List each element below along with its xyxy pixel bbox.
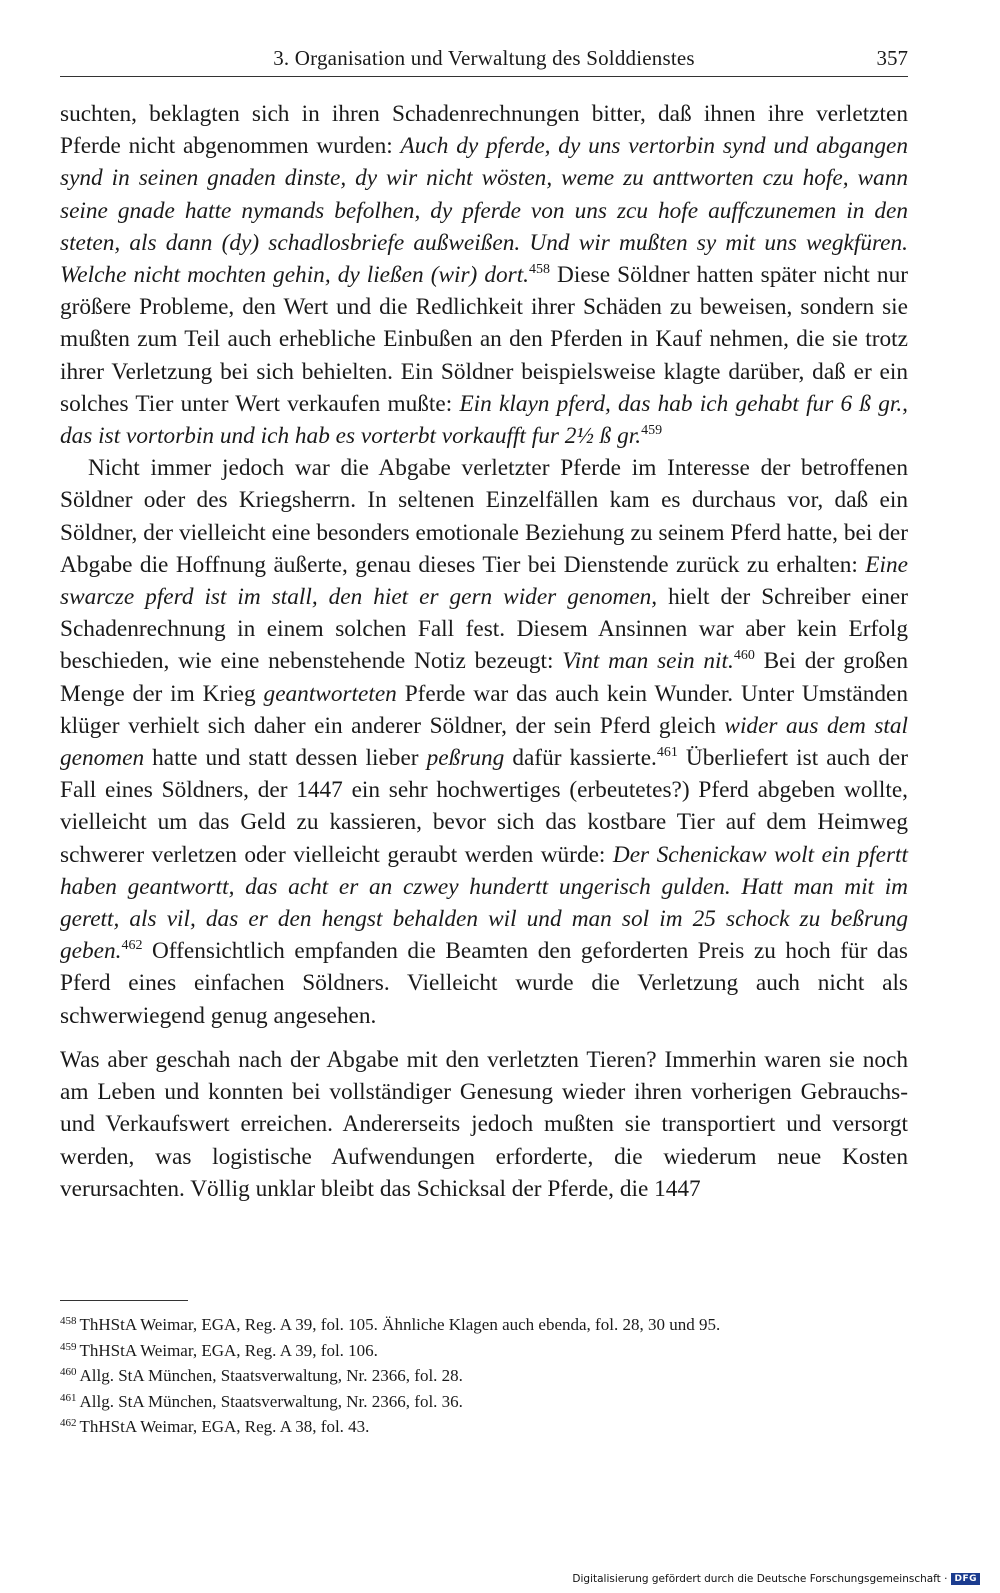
text-run: Diese Söldner hatten später nicht nur größere Probleme, den Wert und die Redlichkeit ihrer Schäden zu beweisen, sondern sie mußten zum Teil auch erhebliche Einbußen an den Pferden in Kauf nehmen, die sie trotz ihrer Verletzung bei sich behielten. Ein Söldner beispielsweise klagte darüber, daß er ein solches Tier unter Wert verkaufen mußte: <box>60 262 908 417</box>
quoted-term: geantworteten <box>263 680 397 707</box>
text-run: Nicht immer jedoch war die Abgabe verletzter Pferde im Interesse der betroffenen Söldner oder des Kriegsherrn. In seltenen Einzelfällen kam es durchaus vor, daß ein Söldner, der vielleicht eine besonders emotionale Beziehung zu seinem Pferd hatte, bei der Abgabe die Hoffnung äußerte, genau dieses Tier bei Dienstende zurück zu erhalten: <box>60 455 908 578</box>
footnote-462 <box>60 1414 908 1440</box>
footnote-number: 462 <box>60 1417 77 1429</box>
digitization-credit <box>572 1573 980 1585</box>
footnote-number: 461 <box>60 1391 77 1404</box>
footnote-461 <box>60 1389 908 1415</box>
footnote-text: ThHStA Weimar, EGA, Reg. A 39, fol. 106. <box>79 1340 378 1360</box>
paragraph-1 <box>60 98 908 452</box>
text-run: dafür kassierte. <box>504 745 657 772</box>
running-header <box>60 46 908 77</box>
text-run: Bei der großen Menge der im Krieg <box>60 648 908 707</box>
quoted-term: peßrung <box>426 745 505 772</box>
quotation: Eine swarcze pferd ist im stall, den hiet er gern wider genomen, <box>60 551 908 611</box>
footnote-text: Allg. StA München, Staatsverwaltung, Nr. 2366, fol. 36. <box>79 1391 463 1411</box>
dfg-logo-icon: DFG <box>951 1573 980 1585</box>
footnote-ref-461[interactable]: 461 <box>656 745 678 761</box>
text-run: hielt der Schreiber einer Schadenrechnung in einem solchen Fall fest. Diesem Ansinnen war aber kein Erfolg beschieden, wie eine nebenstehende Notiz bezeugt: <box>60 584 908 675</box>
footnotes <box>60 1312 908 1440</box>
credit-text: Digitalisierung gefördert durch die Deutsche Forschungsgemeinschaft · <box>572 1573 948 1585</box>
footnote-number: 458 <box>60 1315 77 1327</box>
paragraph-2 <box>60 452 908 1032</box>
text-run: Offensichtlich empfanden die Beamten den geforderten Preis zu hoch für das Pferd eines einfachen Söldners. Vielleicht wurde die Verletzung auch nicht als schwerwiegend genug angesehen. <box>60 938 908 1029</box>
quotation: Vint man sein nit. <box>562 648 734 675</box>
footnote-460 <box>60 1363 908 1389</box>
text-run: suchten, beklagten sich in ihren Schadenrechnungen bitter, daß ihnen ihre verletzten Pferde nicht abgenommen wurden: <box>60 101 908 160</box>
header-title: 3. Organisation und Verwaltung des Solddienstes <box>273 46 695 70</box>
footnote-text: ThHStA Weimar, EGA, Reg. A 38, fol. 43. <box>79 1417 370 1436</box>
body-text <box>60 98 908 1205</box>
footnote-ref-462[interactable]: 462 <box>121 938 143 954</box>
footnote-ref-460[interactable]: 460 <box>733 648 755 664</box>
paragraph-3: Was aber geschah nach der Abgabe mit den verletzten Tieren? Immerhin waren sie noch am Leben und konnten bei vollständiger Genesung wieder ihren vorherigen Gebrauchs- und Verkaufswert erreichen. Andererseits jedoch mußten sie transportiert und versorgt werden, was logistische Aufwendungen erforderte, die wiederum neue Kosten verursachten. Völlig unklar bleibt das Schicksal der Pferde, die 1447 <box>60 1046 908 1202</box>
footnote-text: Allg. StA München, Staatsverwaltung, Nr. 2366, fol. 28. <box>79 1366 463 1385</box>
footnote-separator <box>60 1300 188 1301</box>
text-run: hatte und statt dessen lieber <box>144 745 427 772</box>
footnote-458 <box>60 1312 908 1338</box>
footnote-number: 460 <box>60 1366 77 1378</box>
text-run: Überliefert ist auch der Fall eines Söldners, der 1447 ein sehr hochwertiges (erbeutetes?) Pferd abgeben wollte, vielleicht um das Geld zu kassieren, bevor sich das kostbare Tier auf dem Heimweg schwerer verletzen oder vielleicht geraubt werden würde: <box>60 745 908 868</box>
footnote-text: ThHStA Weimar, EGA, Reg. A 39, fol. 105. Ähnliche Klagen auch ebenda, fol. 28, 30 und 95. <box>79 1315 721 1334</box>
quotation: Ein klayn pferd, das hab ich gehabt fur 6 ß gr., das ist vortorbin und ich hab es vorterbt vorkaufft fur 2½ ß gr. <box>60 390 908 450</box>
quotation: Auch dy pferde, dy uns vertorbin synd und abgangen synd in seinen gnaden dinste, dy wir nicht wösten, weme zu anttworten czu hofe, wann seine gnade hatte nymands befolhen, dy pferde von uns zcu hofe auffczunemen in den steten, als dann (dy) schadlosbriefe außweißen. Und wir mußten sy mit uns wegkfüren. Welche nicht mochten gehin, dy ließen (wir) dort. <box>60 133 908 289</box>
footnote-ref-459[interactable]: 459 <box>641 423 663 439</box>
footnote-ref-458[interactable]: 458 <box>529 262 550 278</box>
text-run: Pferde war das auch kein Wunder. Unter Umständen klüger verhielt sich daher ein anderer Söldner, der sein Pferd gleich <box>60 680 908 739</box>
footnote-number: 459 <box>60 1340 77 1353</box>
footnote-459 <box>60 1338 908 1364</box>
quotation: Der Schenickaw wolt ein pfertt haben geantwortt, das acht er an czwey hundertt ungerisch gulden. Hatt man mit im gerett, als vil, das er den hengst behalden wil und man sol im 25 schock zu beßrung geben. <box>60 841 908 965</box>
page-number: 357 <box>876 46 908 70</box>
quoted-term: wider aus dem stal genomen <box>60 712 908 772</box>
